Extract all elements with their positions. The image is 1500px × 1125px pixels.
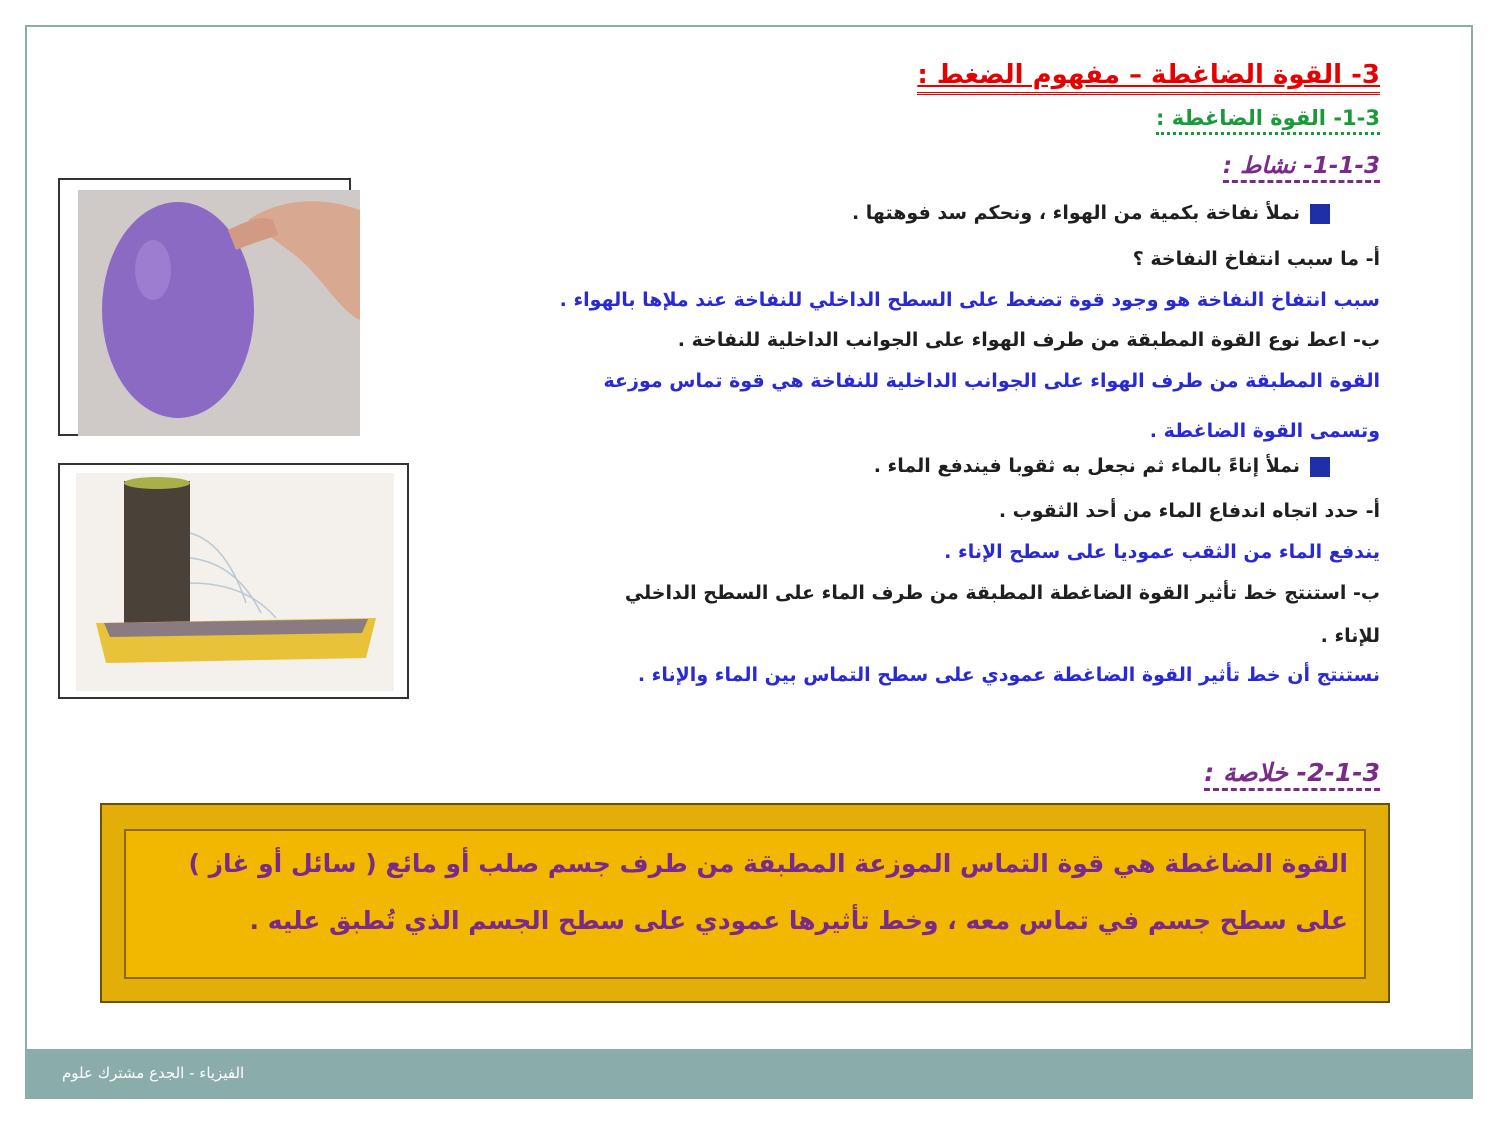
activity1-answer-a: سبب انتفاخ النفاخة هو وجود قوة تضغط على السطح الداخلي للنفاخة عند ملإها بالهواء . <box>559 289 1380 311</box>
subsection-title: 1-3- القوة الضاغطة : <box>1156 106 1380 135</box>
balloon-image <box>58 178 351 436</box>
activity-title: 1-1-3- نشاط : <box>1223 153 1380 183</box>
activity1-question-b: ب- اعط نوع القوة المطبقة من طرف الهواء على الجوانب الداخلية للنفاخة . <box>677 329 1380 351</box>
activity1-answer-b-line1: القوة المطبقة من طرف الهواء على الجوانب الداخلية للنفاخة هي قوة تماس موزعة <box>603 370 1380 392</box>
footer-text: الفيزياء - الجدع مشترك علوم <box>62 1064 245 1082</box>
summary-line-2: على سطح جسم في تماس معه ، وخط تأثيرها عمودي على سطح الجسم الذي تُطبق عليه . <box>249 906 1348 935</box>
activity2-answer-a: يندفع الماء من الثقب عموديا على سطح الإناء . <box>944 541 1380 563</box>
water-container-image <box>58 463 409 699</box>
container-illustration <box>76 473 394 691</box>
activity1-answer-b-line2: وتسمى القوة الضاغطة . <box>1149 420 1380 442</box>
balloon-illustration <box>78 190 360 436</box>
section-title: 3- القوة الضاغطة – مفهوم الضغط : <box>917 60 1380 95</box>
summary-line-1: القوة الضاغطة هي قوة التماس الموزعة المطبقة من طرف جسم صلب أو مائع ( سائل أو غاز ) <box>188 849 1348 878</box>
summary-box <box>100 803 1390 1003</box>
activity1-instruction: نملأ نفاخة بكمية من الهواء ، ونحكم سد فوهتها . <box>852 202 1330 224</box>
activity2-instruction: نملأ إناءً بالماء ثم نجعل به ثقوبا فيندفع الماء . <box>874 455 1330 477</box>
square-bullet-icon <box>1310 457 1330 477</box>
summary-title: 2-1-3- خلاصة : <box>1204 758 1380 791</box>
activity2-question-b-line2: للإناء . <box>1320 625 1380 647</box>
activity2-answer-b: نستنتج أن خط تأثير القوة الضاغطة عمودي على سطح التماس بين الماء والإناء . <box>637 664 1380 686</box>
activity1-question-a: أ- ما سبب انتفاخ النفاخة ؟ <box>1132 248 1380 270</box>
activity2-question-a: أ- حدد اتجاه اندفاع الماء من أحد الثقوب . <box>998 500 1380 522</box>
square-bullet-icon <box>1310 204 1330 224</box>
activity2-question-b-line1: ب- استنتج خط تأثير القوة الضاغطة المطبقة من طرف الماء على السطح الداخلي <box>624 582 1380 604</box>
